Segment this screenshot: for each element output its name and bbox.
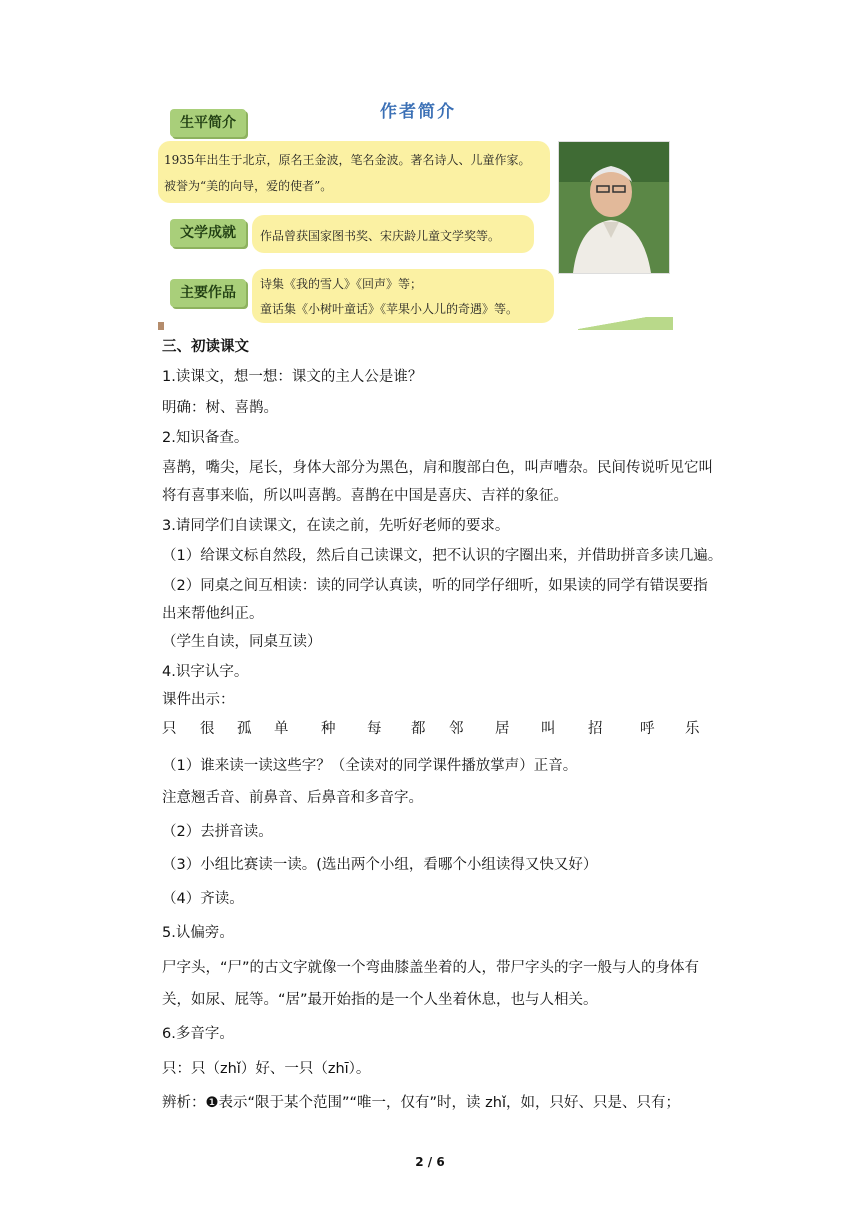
paragraph: 注意翘舌音、前鼻音、后鼻音和多音字。 <box>162 790 423 806</box>
char-item: 每 <box>367 721 382 737</box>
works-bubble <box>252 269 554 323</box>
author-intro-panel <box>158 95 673 330</box>
paragraph: 关，如尿、屁等。“居”最开始指的是一个人坐着休息，也与人相关。 <box>162 992 598 1008</box>
tag-main-works: 主要作品 <box>170 279 246 307</box>
char-item: 招 <box>588 721 603 737</box>
char-item: 呼 <box>640 721 655 737</box>
char-item: 邻 <box>449 721 464 737</box>
char-item: 单 <box>274 721 289 737</box>
char-item: 种 <box>321 721 336 737</box>
paragraph: 课件出示： <box>162 692 235 708</box>
paragraph: 2.知识备查。 <box>162 430 249 446</box>
paragraph: （2）去拼音读。 <box>162 824 273 840</box>
works-line-2: 童话集《小树叶童话》《苹果小人儿的奇遇》等。 <box>260 302 519 316</box>
page-number: 2 / 6 <box>415 1155 445 1169</box>
char-item: 孤 <box>237 721 252 737</box>
paragraph: （1）谁来读一读这些字？（全读对的同学课件播放掌声）正音。 <box>162 758 578 774</box>
paragraph: 尸字头，“尸”的古文字就像一个弯曲膝盖坐着的人，带尸字头的字一般与人的身体有 <box>162 960 700 976</box>
decoration-left <box>158 322 164 330</box>
paragraph: （4）齐读。 <box>162 891 244 907</box>
author-photo <box>558 141 670 274</box>
achievement-bubble <box>252 215 534 253</box>
char-item: 居 <box>495 721 510 737</box>
works-line-1: 诗集《我的雪人》《回声》等； <box>260 277 423 291</box>
char-item: 叫 <box>541 721 556 737</box>
paragraph: （1）给课文标自然段，然后自己读课文，把不认识的字圈出来，并借助拼音多读几遍。 <box>162 548 723 564</box>
paragraph: 出来帮他纠正。 <box>162 606 264 622</box>
paragraph: 5.认偏旁。 <box>162 925 234 941</box>
paragraph: 喜鹊，嘴尖，尾长，身体大部分为黑色，肩和腹部白色，叫声嘈杂。民间传说听见它叫 <box>162 460 713 476</box>
biography-line-2: 被誉为“美的向导，爱的使者”。 <box>164 179 333 193</box>
paragraph: 4.识字认字。 <box>162 664 249 680</box>
paragraph: （学生自读，同桌互读） <box>162 634 322 650</box>
char-item: 都 <box>411 721 426 737</box>
paragraph: （3）小组比赛读一读。(选出两个小组，看哪个小组读得又快又好） <box>162 857 598 873</box>
char-item: 只 <box>162 721 177 737</box>
paragraph: 辨析：❶表示“限于某个范围”“唯一，仅有”时，读 zhǐ，如，只好、只是、只有； <box>162 1095 680 1111</box>
section-heading: 三、初读课文 <box>162 339 249 355</box>
tag-biography: 生平简介 <box>170 109 246 137</box>
paragraph: 6.多音字。 <box>162 1026 234 1042</box>
paragraph: 1.读课文，想一想：课文的主人公是谁？ <box>162 369 423 385</box>
paragraph: （2）同桌之间互相读：读的同学认真读，听的同学仔细听，如果读的同学有错误要指 <box>162 578 708 594</box>
paragraph: 明确：树、喜鹊。 <box>162 400 278 416</box>
paragraph: 3.请同学们自读课文，在读之前，先听好老师的要求。 <box>162 518 510 534</box>
char-item: 很 <box>200 721 215 737</box>
paragraph: 只：只（zhǐ）好、一只（zhī）。 <box>162 1061 371 1077</box>
tag-achievement: 文学成就 <box>170 219 246 247</box>
author-portrait-illustration <box>559 142 669 273</box>
char-item: 乐 <box>685 721 700 737</box>
achievement-text: 作品曾获国家图书奖、宋庆龄儿童文学奖等。 <box>260 229 501 243</box>
decoration-grass <box>578 317 673 330</box>
panel-title: 作者简介 <box>380 102 456 122</box>
biography-line-1: 1935年出生于北京，原名王金波，笔名金波。著名诗人、儿童作家。 <box>164 153 531 167</box>
biography-bubble <box>158 141 550 203</box>
paragraph: 将有喜事来临，所以叫喜鹊。喜鹊在中国是喜庆、吉祥的象征。 <box>162 488 568 504</box>
